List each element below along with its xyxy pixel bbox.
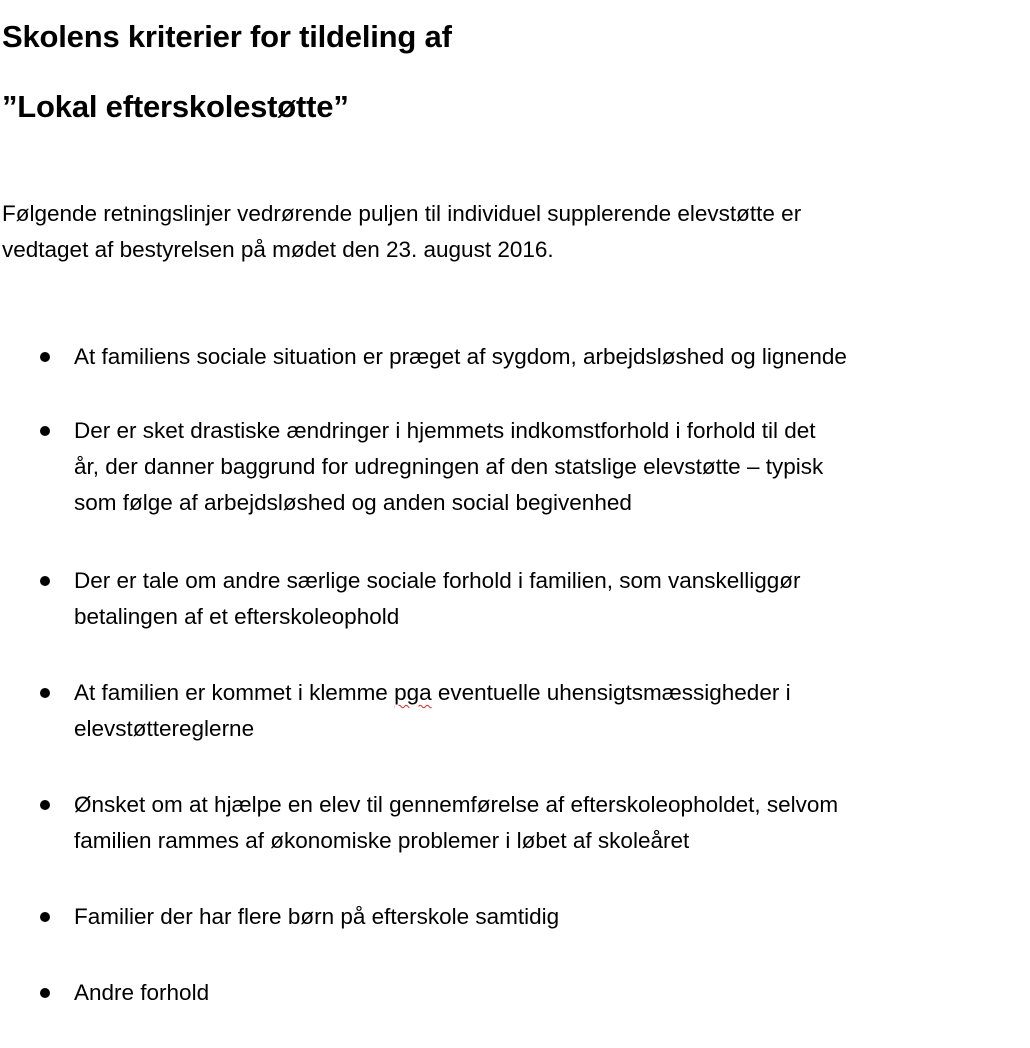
- criteria-item-line: Andre forhold: [74, 980, 210, 1005]
- criteria-item-text: [74, 975, 974, 1011]
- criteria-item-line: Der er tale om andre særlige sociale forhold i familien, som vanskelliggør: [74, 568, 801, 593]
- document-title-line-1: Skolens kriterier for tildeling af: [2, 19, 452, 54]
- document-title-line-2: ”Lokal efterskolestøtte”: [2, 89, 349, 124]
- criteria-item-line: elevstøttereglerne: [74, 716, 255, 741]
- criteria-item-text: [74, 563, 974, 635]
- criteria-item-line: år, der danner baggrund for udregningen af den statslige elevstøtte – typisk: [74, 454, 824, 479]
- criteria-item-line: Der er sket drastiske ændringer i hjemmets indkomstforhold i forhold til det: [74, 418, 816, 443]
- bullet-icon: [40, 576, 50, 586]
- bullet-icon: [40, 352, 50, 362]
- criteria-item-text: [74, 787, 974, 859]
- bullet-icon: [40, 426, 50, 436]
- intro-line-1: Følgende retningslinjer vedrørende puljen til individuel supplerende elevstøtte er: [2, 201, 802, 226]
- criteria-text-segment: eventuelle uhensigtsmæssigheder i: [431, 680, 791, 705]
- criteria-text-segment: At familien er kommet i klemme: [74, 680, 395, 705]
- criteria-item-line: Ønsket om at hjælpe en elev til gennemførelse af efterskoleopholdet, selvom: [74, 792, 839, 817]
- criteria-item-line: [74, 675, 974, 711]
- criteria-item-text: [74, 339, 974, 375]
- criteria-item-line: familien rammes af økonomiske problemer i løbet af skoleåret: [74, 828, 690, 853]
- criteria-item-text: [74, 675, 974, 747]
- criteria-item-text: [74, 899, 974, 935]
- bullet-icon: [40, 988, 50, 998]
- criteria-item-line: som følge af arbejdsløshed og anden social begivenhed: [74, 490, 632, 515]
- spellcheck-flagged-word: pga: [394, 680, 432, 705]
- intro-line-2: vedtaget af bestyrelsen på mødet den 23. august 2016.: [2, 237, 554, 262]
- criteria-item-line: At familiens sociale situation er præget af sygdom, arbejdsløshed og lignende: [74, 344, 847, 369]
- criteria-item-line: Familier der har flere børn på efterskole samtidig: [74, 904, 560, 929]
- criteria-item-line: betalingen af et efterskoleophold: [74, 604, 400, 629]
- bullet-icon: [40, 800, 50, 810]
- bullet-icon: [40, 912, 50, 922]
- intro-paragraph: [2, 196, 1002, 268]
- criteria-item-text: [74, 413, 974, 521]
- bullet-icon: [40, 688, 50, 698]
